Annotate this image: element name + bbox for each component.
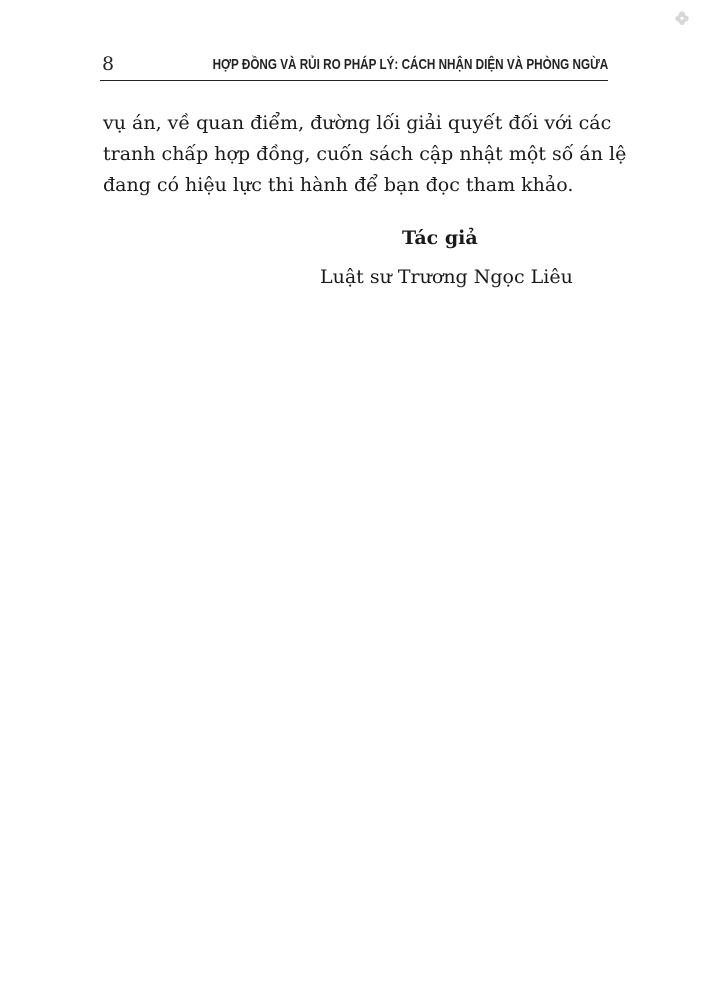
page-header [100,52,608,81]
clover-watermark-icon [674,10,690,26]
signature-name: Luật sư Trương Ngọc Liêu [320,266,573,288]
body-line: vụ án, về quan điểm, đường lối giải quyết đối với các [103,112,612,134]
body-line: tranh chấp hợp đồng, cuốn sách cập nhật một số án lệ [103,143,627,165]
body-line: đang có hiệu lực thi hành để bạn đọc tham khảo. [103,174,574,196]
page-number: 8 [102,53,115,75]
body-paragraph [103,108,627,201]
running-title: HỢP ĐỒNG VÀ RỦI RO PHÁP LÝ: CÁCH NHẬN DIỆN VÀ PHÒNG NGỪA [212,56,608,73]
signature-title: Tác giả [402,227,478,249]
